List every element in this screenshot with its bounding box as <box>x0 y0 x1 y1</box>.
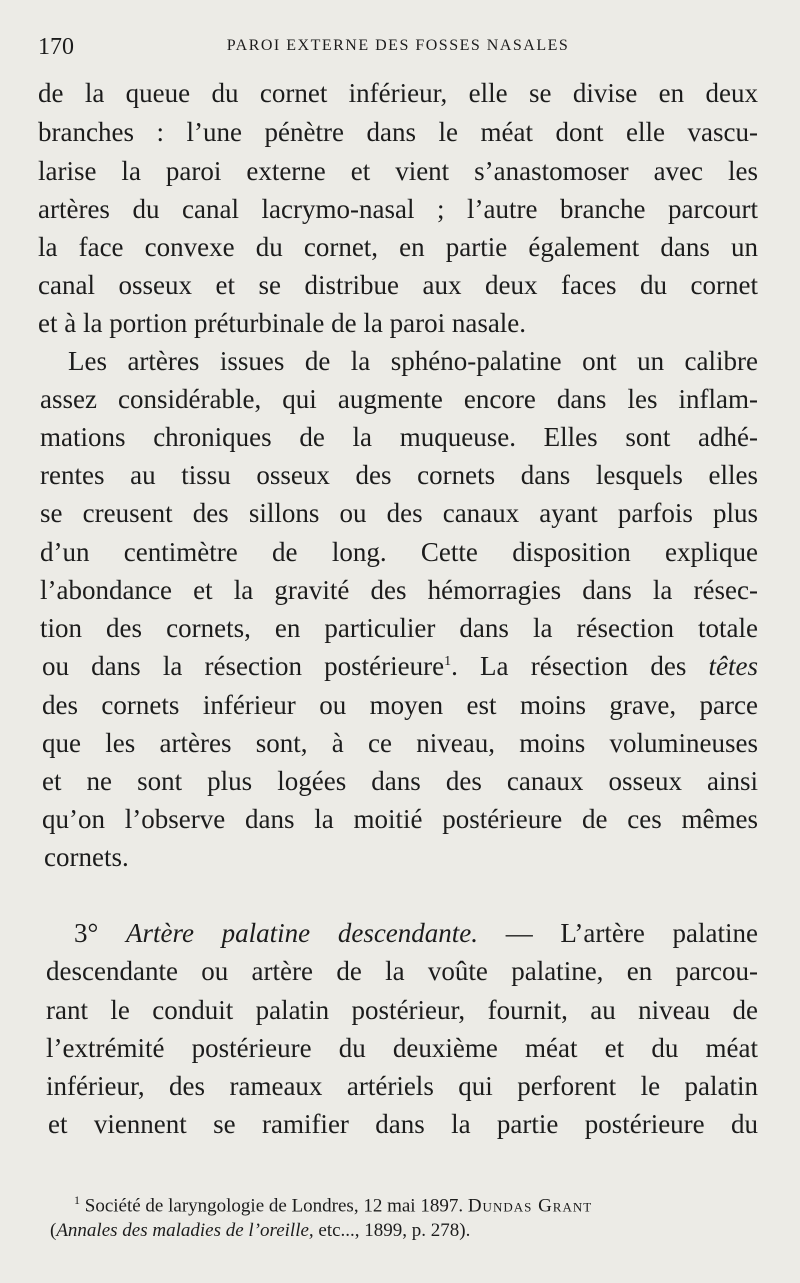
footnote-text: etc..., 1899, p. 278). <box>313 1220 471 1241</box>
text-line: l’extrémité postérieure du deuxième méat et du méat <box>46 1033 758 1063</box>
page-header <box>38 34 758 62</box>
footnote-author: Dundas Grant <box>467 1195 593 1217</box>
text-line: branches : l’une pénètre dans le méat dont elle vascu- <box>38 117 758 147</box>
text-line: qu’on l’observe dans la moitié postérieure de ces mêmes <box>42 804 758 834</box>
text-line: d’un centimètre de long. Cette disposition explique <box>40 537 758 567</box>
text-span: ou dans la résection postérieure <box>42 651 445 681</box>
footnote-text: Société de laryngologie de Londres, 12 mai 1897. <box>80 1195 468 1217</box>
section-title: Artère palatine descendante. <box>126 918 479 948</box>
text-line: tion des cornets, en particulier dans la résection totale <box>40 613 758 643</box>
italic-term: têtes <box>708 651 758 681</box>
text-line: descendante ou artère de la voûte palatine, en parcou- <box>46 956 758 986</box>
footnote-reference: 1 <box>444 654 452 669</box>
text-line: assez considérable, qui augmente encore dans les inflam- <box>40 384 758 414</box>
text-line: que les artères sont, à ce niveau, moins volumineuses <box>42 728 758 758</box>
section-number: 3° <box>74 918 99 948</box>
section-heading-line <box>74 918 758 949</box>
text-line: rant le conduit palatin postérieur, fournit, au niveau de <box>46 995 758 1025</box>
text-line: larise la paroi externe et vient s’anastomoser avec les <box>38 156 758 186</box>
text-line: canal osseux et se distribue aux deux faces du cornet <box>38 270 758 300</box>
text-line: inférieur, des rameaux artériels qui perforent le palatin <box>46 1071 758 1101</box>
page-number: 170 <box>38 34 74 60</box>
text-line: Les artères issues de la sphéno-palatine ont un calibre <box>68 346 758 376</box>
text-line: des cornets inférieur ou moyen est moins grave, parce <box>42 690 758 720</box>
text-line: mations chroniques de la muqueuse. Elles sont adhé- <box>40 422 758 452</box>
text-line: artères du canal lacrymo-nasal ; l’autre branche parcourt <box>38 194 758 224</box>
footnote-text: ( <box>50 1220 57 1241</box>
text-line: l’abondance et la gravité des hémorragies dans la résec- <box>40 575 758 605</box>
text-line <box>42 651 758 682</box>
text-line: rentes au tissu osseux des cornets dans lesquels elles <box>40 460 758 490</box>
text-line: de la queue du cornet inférieur, elle se divise en deux <box>38 78 758 108</box>
text-span: . La résection des <box>451 651 709 681</box>
text-line: et viennent se ramifier dans la partie postérieure du <box>48 1109 758 1139</box>
text-line: et à la portion préturbinale de la paroi nasale. <box>38 308 527 338</box>
text-line: et ne sont plus logées dans des canaux osseux ainsi <box>42 766 758 796</box>
text-line: la face convexe du cornet, en partie également dans un <box>38 232 758 262</box>
text-span: — L’artère palatine <box>478 918 758 948</box>
footnote <box>74 1193 592 1217</box>
text-line: se creusent des sillons ou des canaux ayant parfois plus <box>40 498 758 528</box>
footnote-continuation <box>50 1220 470 1242</box>
footnote-marker: 1 <box>74 1193 80 1207</box>
running-title: PAROI EXTERNE DES FOSSES NASALES <box>226 37 570 54</box>
footnote-journal: Annales des maladies de l’oreille, <box>56 1220 314 1241</box>
text-line: cornets. <box>44 842 129 872</box>
